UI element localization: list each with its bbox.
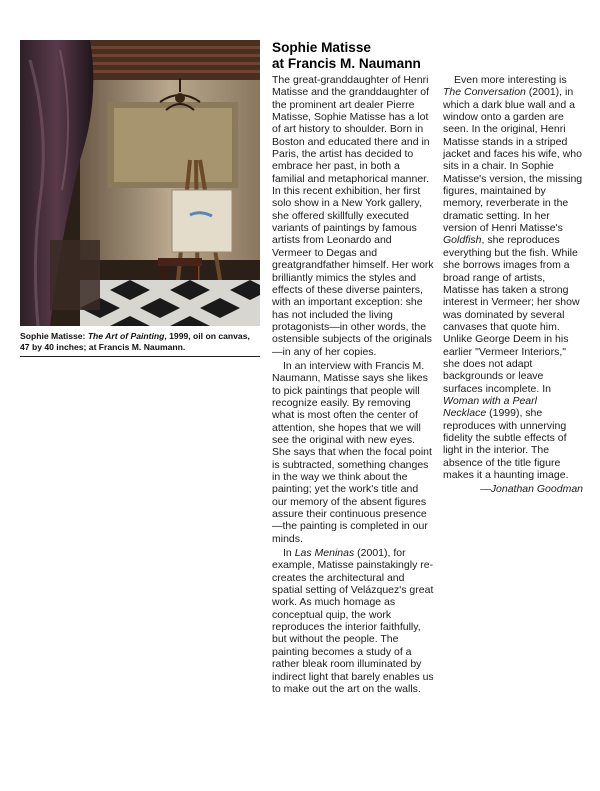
- figure-caption: Sophie Matisse: The Art of Painting, 1999, oil on canvas, 47 by 40 inches; at Francis M. Naumann.: [20, 331, 260, 357]
- paragraph-4: Even more interesting is The Conversation (2001), in which a dark blue wall and a window onto a garden are seen. In the original, Henri Matisse stands in a striped jacket and faces his wife, who sits in a chair. In Sophie Matisse's version, the missing figures, maintained by memory, reverberate in the dramatic setting. In her version of Henri Matisse's Goldfish, she reproduces everything but the fish. While she borrows images from a broad range of artists, Matisse has taken a strong interest in Vermeer; her show was dominated by several canvases that quote him. Unlike George Deem in his earlier "Vermeer Interiors," she does not adapt backgrounds or leave surfaces incomplete. In Woman with a Pearl Necklace (1999), she reproduces with unnerving fidelity the subtle effects of light in the interior. The absence of the title figure makes it a haunting image.: [443, 74, 583, 481]
- title-line-2: at Francis M. Naumann: [272, 56, 421, 71]
- paragraph-2: In an interview with Francis M. Naumann, Matisse says she likes to pick paintings that people will recognize easily. By removing what is most often the center of attention, she hopes that we will see the original with new eyes. She says that when the focal point is subtracted, something changes in the way we think about the painting; yet the work's title and our memory of the absent figures assure their continuous presence—the painting is completed in our minds.: [272, 359, 432, 545]
- author-byline: —Jonathan Goodman: [480, 483, 583, 496]
- article-title: [272, 40, 442, 72]
- article-column-1: [272, 74, 434, 697]
- paragraph-3: In Las Meninas (2001), for example, Matisse painstakingly re-creates the architectural and spatial setting of Velázquez's great work. As much homage as conceptual quip, the work reproduces the interior faithfully, but without the people. The painting becomes a study of a rather bleak room illuminated by indirect light that barely enables us to make out the art on the walls.: [272, 547, 434, 695]
- article-column-2: [443, 74, 583, 496]
- artwork-image: [20, 40, 260, 326]
- paragraph-1: The great-granddaughter of Henri Matisse and the granddaughter of the prominent art dealer Pierre Matisse, Sophie Matisse has a lot of art history to shoulder. Born in Boston and educated there and in Paris, the artist has decided to embrace her past, in both a familial and metaphorical manner. In this recent exhibition, her first solo show in a New York gallery, she offered skillfully executed variants of paintings by famous artists from Leonardo and Vermeer to Degas and greatgrandfather himself. Her work brilliantly mimics the styles and effects of these diverse painters, with an important exception: she has not included the living protagonists—in other words, the ostensible subjects of the originals—in any of her copies.: [272, 74, 434, 358]
- title-line-1: Sophie Matisse: [272, 40, 371, 55]
